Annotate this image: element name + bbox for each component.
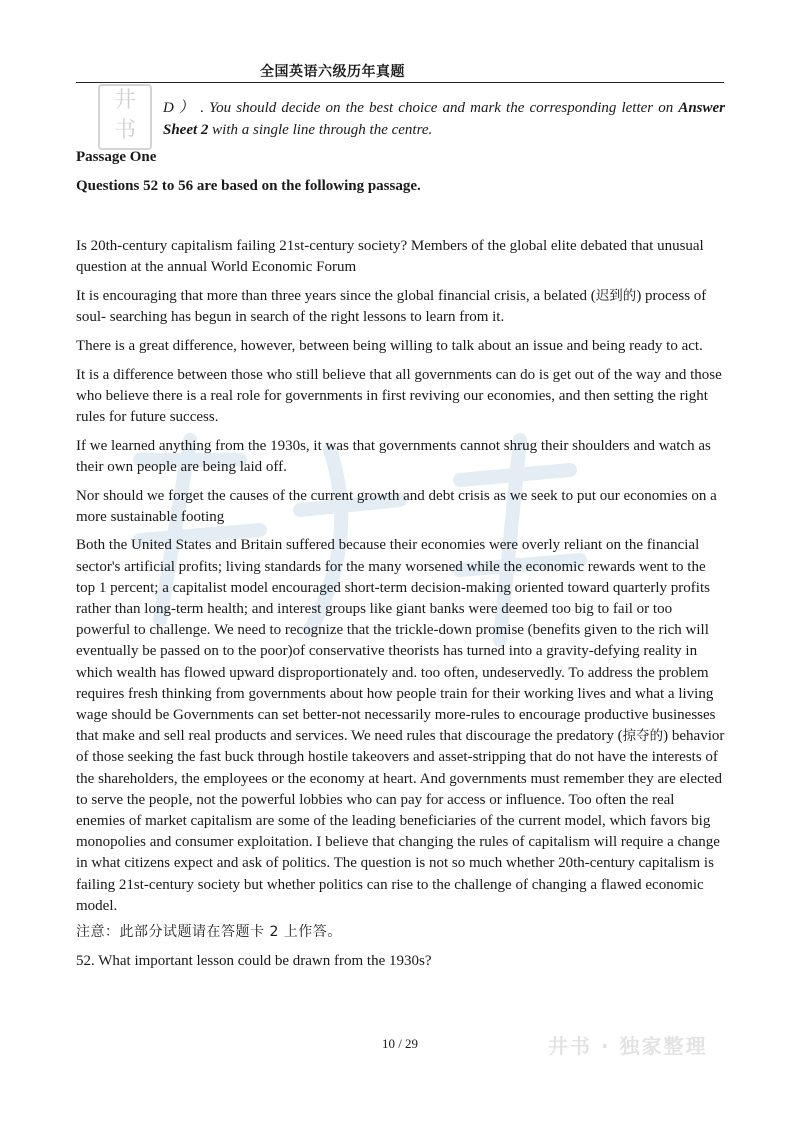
stamp-bottom-char: 书 bbox=[113, 118, 136, 143]
paragraph-1: Is 20th-century capitalism failing 21st-century society? Members of the global elite debated that unusual question at the annual World Economic Forum bbox=[76, 238, 704, 276]
watermark-text: 井书 · 独家整理 bbox=[548, 1034, 708, 1058]
paragraph-7 bbox=[76, 535, 726, 917]
stamp-top-char: 井 bbox=[113, 88, 136, 113]
paragraph-2-a: It is encouraging that more than three years since the global financial crisis, a belated ( bbox=[76, 287, 596, 304]
paragraph-4: It is a difference between those who still believe that all governments can do is get out of the way and those who believe there is a real role for governments in first reviving our economies, and then setting the right rules for future success. bbox=[76, 366, 722, 425]
passage-label: Passage One bbox=[76, 149, 157, 165]
questions-label: Questions 52 to 56 are based on the following passage. bbox=[76, 178, 421, 194]
page-header bbox=[76, 58, 724, 83]
answer-note: 注意：此部分试题请在答题卡 2 上作答。 bbox=[76, 924, 342, 941]
paragraph-2-b: ) process of soul- searching has begun in search of the right lessons to learn from it. bbox=[76, 287, 707, 326]
passage-body bbox=[76, 236, 726, 980]
instructions bbox=[163, 98, 725, 141]
paragraph-7-b: ) behavior of those seeking the fast buck through hostile takeovers and asset-stripping that do not have the interests of the shareholders, the employees or the economy at heart. And governments must remember they are elected to serve the people, not the powerful lobbies who can pay for access or influence. Too often the real enemies of market capitalism are some of the leading beneficiaries of the current model, which favors big monopolies and consumer exploitation. I believe that changing the rules of capitalism will require a change in what citizens expect and ask of politics. The question is not so much whether 20th-century capitalism is failing 21st-century society but whether politics can rise to the challenge of changing a flawed economic model. bbox=[76, 728, 725, 914]
gloss-predatory: 掠夺的 bbox=[622, 728, 664, 745]
paragraph-2 bbox=[76, 286, 726, 328]
question-52: 52. What important lesson could be drawn from the 1930s? bbox=[76, 952, 432, 969]
answer-sheet-label: Answer Sheet 2 bbox=[163, 100, 725, 138]
instructions-end: with a single line through the centre. bbox=[208, 121, 433, 138]
instructions-start: D ） . You should decide on the best choice and mark the corresponding letter on bbox=[163, 100, 679, 116]
page-number: 10 / 29 bbox=[381, 1036, 419, 1051]
paragraph-6: Nor should we forget the causes of the current growth and debt crisis as we seek to put our economies on a more sustainable footing bbox=[76, 487, 717, 525]
gloss-belated: 迟到的 bbox=[595, 287, 637, 304]
paragraph-3: There is a great difference, however, between being willing to talk about an issue and being ready to act. bbox=[76, 337, 703, 354]
logo-stamp bbox=[98, 84, 152, 150]
paragraph-5: If we learned anything from the 1930s, it was that governments cannot shrug their shoulders and watch as their own people are being laid off. bbox=[76, 437, 711, 475]
header-title: 全国英语六级历年真题 bbox=[260, 64, 405, 80]
paragraph-7-a: Both the United States and Britain suffered because their economies were overly reliant on the financial sector's artificial profits; living standards for the many worsened while the economic rewards went to the top 1 percent; a capitalist model encouraged short-term decision-making oriented toward quarterly profits rather than long-term health; and interest groups like giant banks were deemed too big to fail or too powerful to challenge. We need to recognize that the trickle-down promise (benefits given to the rich will eventually be passed on to the poor)of conservative theorists has turned into a gravity-defying reality in which wealth has flowed upward disproportionately and. too often, undeservedly. To address the problem requires fresh thinking from governments about how people train for their working lives and what a living wage should be Governments can set better-not necessarily more-rules to encourage productive businesses that make and sell real products and services. We need rules that discourage the predatory ( bbox=[76, 537, 716, 745]
